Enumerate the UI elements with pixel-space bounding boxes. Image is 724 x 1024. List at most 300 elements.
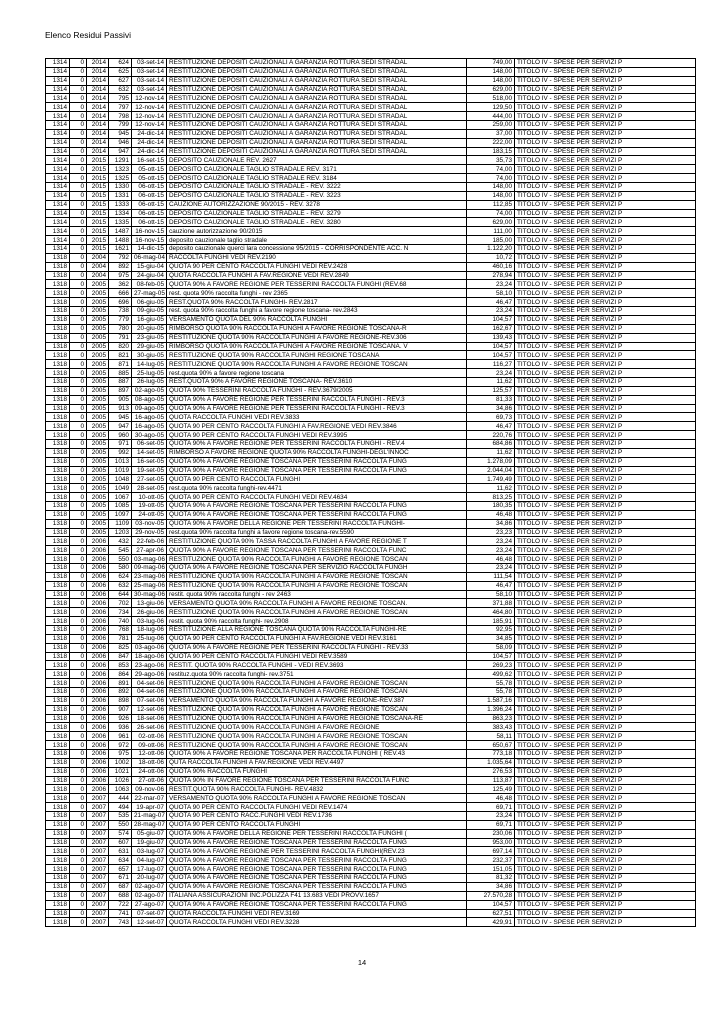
titolo-cell: TITOLO IV - SPESE PER SERVIZI P bbox=[515, 572, 696, 581]
articolo-cell: 0 bbox=[70, 129, 87, 138]
descrizione-cell: QUOTA 90 PER CENTO RACCOLTA FUNGHI VEDI REV.1474 bbox=[167, 803, 467, 812]
numero-cell: 820 bbox=[109, 342, 132, 351]
capitolo-cell: 1314 bbox=[46, 138, 70, 147]
numero-cell: 432 bbox=[109, 537, 132, 546]
importo-cell: 278,94 bbox=[467, 271, 515, 280]
table-row bbox=[46, 439, 696, 448]
articolo-cell: 0 bbox=[70, 555, 87, 564]
numero-cell: 625 bbox=[109, 67, 132, 76]
table-row bbox=[46, 696, 696, 705]
capitolo-cell: 1318 bbox=[46, 820, 70, 829]
titolo-cell: TITOLO IV - SPESE PER SERVIZI P bbox=[515, 900, 696, 909]
numero-cell: 1002 bbox=[109, 758, 132, 767]
numero-cell: 972 bbox=[109, 741, 132, 750]
anno-cell: 2007 bbox=[87, 909, 109, 918]
capitolo-cell: 1314 bbox=[46, 103, 70, 112]
descrizione-cell: RESTITUZIONE DEPOSITI CAUZIONALI A GARANZIA ROTTURA SEDI STRADAL bbox=[167, 121, 467, 130]
data-cell: 12-set-06 bbox=[132, 705, 167, 714]
descrizione-cell: rest.quota 90% raccolta funghi a favore regione toscana-rev.5590 bbox=[167, 528, 467, 537]
articolo-cell: 0 bbox=[70, 236, 87, 245]
capitolo-cell: 1318 bbox=[46, 537, 70, 546]
titolo-cell: TITOLO IV - SPESE PER SERVIZI P bbox=[515, 785, 696, 794]
titolo-cell: TITOLO IV - SPESE PER SERVIZI P bbox=[515, 457, 696, 466]
importo-cell: 92,95 bbox=[467, 626, 515, 635]
anno-cell: 2006 bbox=[87, 617, 109, 626]
articolo-cell: 0 bbox=[70, 900, 87, 909]
descrizione-cell: RIMBORSO A FAVORE REGIONE QUOTA 90% RACCOLTA FUNGHI-DEGL'INNOC bbox=[167, 448, 467, 457]
table-row bbox=[46, 253, 696, 262]
data-cell: 02-ago-07 bbox=[132, 891, 167, 900]
anno-cell: 2007 bbox=[87, 829, 109, 838]
articolo-cell: 0 bbox=[70, 404, 87, 413]
titolo-cell: TITOLO IV - SPESE PER SERVIZI P bbox=[515, 652, 696, 661]
articolo-cell: 0 bbox=[70, 298, 87, 307]
articolo-cell: 0 bbox=[70, 280, 87, 289]
table-row bbox=[46, 129, 696, 138]
table-row bbox=[46, 280, 696, 289]
descrizione-cell: RESTITUZIONE QUOTA 90% RACCOLTA FUNGHI A FAVORE REGIONE TOSCAN bbox=[167, 741, 467, 750]
importo-cell: 104,57 bbox=[467, 900, 515, 909]
titolo-cell: TITOLO IV - SPESE PER SERVIZI P bbox=[515, 891, 696, 900]
importo-cell: 129,50 bbox=[467, 103, 515, 112]
articolo-cell: 0 bbox=[70, 156, 87, 165]
descrizione-cell: RESTITUZIONE DEPOSITI CAUZIONALI A GARANZIA ROTTURA SEDI STRADAL bbox=[167, 147, 467, 156]
importo-cell: 863,23 bbox=[467, 714, 515, 723]
importo-cell: 34,85 bbox=[467, 634, 515, 643]
importo-cell: 180,35 bbox=[467, 501, 515, 510]
importo-cell: 148,00 bbox=[467, 76, 515, 85]
titolo-cell: TITOLO IV - SPESE PER SERVIZI P bbox=[515, 324, 696, 333]
capitolo-cell: 1318 bbox=[46, 307, 70, 316]
data-cell: 03-lug-07 bbox=[132, 847, 167, 856]
capitolo-cell: 1318 bbox=[46, 865, 70, 874]
importo-cell: 58,10 bbox=[467, 590, 515, 599]
titolo-cell: TITOLO IV - SPESE PER SERVIZI P bbox=[515, 307, 696, 316]
importo-cell: 104,57 bbox=[467, 342, 515, 351]
data-cell: 12-set-07 bbox=[132, 918, 167, 927]
articolo-cell: 0 bbox=[70, 652, 87, 661]
anno-cell: 2015 bbox=[87, 218, 109, 227]
importo-cell: 23,24 bbox=[467, 546, 515, 555]
table-row bbox=[46, 431, 696, 440]
anno-cell: 2014 bbox=[87, 147, 109, 156]
capitolo-cell: 1318 bbox=[46, 431, 70, 440]
table-row bbox=[46, 484, 696, 493]
numero-cell: 887 bbox=[109, 377, 132, 386]
descrizione-cell: DEPOSITO CAUZIONALE TAGLIO STRADALE - REV. 3222 bbox=[167, 183, 467, 192]
capitolo-cell: 1318 bbox=[46, 324, 70, 333]
capitolo-cell: 1318 bbox=[46, 369, 70, 378]
data-cell: 10-ott-05 bbox=[132, 493, 167, 502]
capitolo-cell: 1318 bbox=[46, 457, 70, 466]
numero-cell: 779 bbox=[109, 315, 132, 324]
numero-cell: 702 bbox=[109, 599, 132, 608]
capitolo-cell: 1318 bbox=[46, 608, 70, 617]
table-row bbox=[46, 191, 696, 200]
anno-cell: 2007 bbox=[87, 856, 109, 865]
descrizione-cell: QUOTA 90% A FAVORE REGIONE TOSCANA PER TESSERINI RACCOLTA FUNG bbox=[167, 501, 467, 510]
capitolo-cell: 1318 bbox=[46, 891, 70, 900]
table-row bbox=[46, 85, 696, 94]
capitolo-cell: 1318 bbox=[46, 590, 70, 599]
importo-cell: 81,33 bbox=[467, 395, 515, 404]
articolo-cell: 0 bbox=[70, 688, 87, 697]
articolo-cell: 0 bbox=[70, 360, 87, 369]
capitolo-cell: 1318 bbox=[46, 705, 70, 714]
capitolo-cell: 1314 bbox=[46, 191, 70, 200]
importo-cell: 148,00 bbox=[467, 191, 515, 200]
anno-cell: 2014 bbox=[87, 67, 109, 76]
titolo-cell: TITOLO IV - SPESE PER SERVIZI P bbox=[515, 112, 696, 121]
titolo-cell: TITOLO IV - SPESE PER SERVIZI P bbox=[515, 741, 696, 750]
capitolo-cell: 1314 bbox=[46, 59, 70, 68]
data-cell: 30-mag-06 bbox=[132, 590, 167, 599]
data-cell: 03-set-14 bbox=[132, 67, 167, 76]
numero-cell: 550 bbox=[109, 555, 132, 564]
titolo-cell: TITOLO IV - SPESE PER SERVIZI P bbox=[515, 608, 696, 617]
descrizione-cell: RACCOLTA FUNGHI VEDI REV.2190 bbox=[167, 253, 467, 262]
importo-cell: 230,06 bbox=[467, 829, 515, 838]
capitolo-cell: 1318 bbox=[46, 626, 70, 635]
numero-cell: 624 bbox=[109, 572, 132, 581]
articolo-cell: 0 bbox=[70, 351, 87, 360]
anno-cell: 2007 bbox=[87, 812, 109, 821]
descrizione-cell: QUOTA 90% A FAVORE REGIONE TOSCANA PER TESSERINI RACCOLTA FUNG bbox=[167, 466, 467, 475]
importo-cell: 46,48 bbox=[467, 555, 515, 564]
numero-cell: 897 bbox=[109, 386, 132, 395]
table-row bbox=[46, 315, 696, 324]
anno-cell: 2005 bbox=[87, 360, 109, 369]
table-row bbox=[46, 803, 696, 812]
titolo-cell: TITOLO IV - SPESE PER SERVIZI P bbox=[515, 812, 696, 821]
importo-cell: 46,48 bbox=[467, 794, 515, 803]
descrizione-cell: RESTITUZIONE DEPOSITI CAUZIONALI A GARANZIA ROTTURA SEDI STRADAL bbox=[167, 85, 467, 94]
table-row bbox=[46, 599, 696, 608]
descrizione-cell: QUOTA 90% A FAVORE REGIONE TOSCANA PER TESSERINI RACCOLTA FUNG bbox=[167, 856, 467, 865]
numero-cell: 1026 bbox=[109, 776, 132, 785]
descrizione-cell: REST.QUOTA 90% RACCOLTA FUNGHI- REV.2817 bbox=[167, 298, 467, 307]
importo-cell: 69,73 bbox=[467, 413, 515, 422]
numero-cell: 740 bbox=[109, 617, 132, 626]
table-row bbox=[46, 732, 696, 741]
descrizione-cell: VERSAMENTO QUOTA 90% RACCOLTA FUNGHI A FAVORE REGIONE-REV.387 bbox=[167, 696, 467, 705]
titolo-cell: TITOLO IV - SPESE PER SERVIZI P bbox=[515, 333, 696, 342]
numero-cell: 687 bbox=[109, 882, 132, 891]
table-row bbox=[46, 555, 696, 564]
data-cell: 02-ott-06 bbox=[132, 732, 167, 741]
data-cell: 25-mag-06 bbox=[132, 581, 167, 590]
capitolo-cell: 1318 bbox=[46, 413, 70, 422]
titolo-cell: TITOLO IV - SPESE PER SERVIZI P bbox=[515, 475, 696, 484]
importo-cell: 259,00 bbox=[467, 121, 515, 130]
importo-cell: 23,24 bbox=[467, 280, 515, 289]
capitolo-cell: 1318 bbox=[46, 900, 70, 909]
titolo-cell: TITOLO IV - SPESE PER SERVIZI P bbox=[515, 413, 696, 422]
numero-cell: 574 bbox=[109, 829, 132, 838]
titolo-cell: TITOLO IV - SPESE PER SERVIZI P bbox=[515, 289, 696, 298]
table-row bbox=[46, 94, 696, 103]
anno-cell: 2015 bbox=[87, 183, 109, 192]
numero-cell: 798 bbox=[109, 112, 132, 121]
numero-cell: 1063 bbox=[109, 785, 132, 794]
importo-cell: 383,43 bbox=[467, 723, 515, 732]
articolo-cell: 0 bbox=[70, 510, 87, 519]
descrizione-cell: QUOTA RACCOLTA FUNGHI VEDI REV.3228 bbox=[167, 918, 467, 927]
titolo-cell: TITOLO IV - SPESE PER SERVIZI P bbox=[515, 626, 696, 635]
numero-cell: 825 bbox=[109, 643, 132, 652]
titolo-cell: TITOLO IV - SPESE PER SERVIZI P bbox=[515, 528, 696, 537]
capitolo-cell: 1318 bbox=[46, 634, 70, 643]
titolo-cell: TITOLO IV - SPESE PER SERVIZI P bbox=[515, 661, 696, 670]
data-cell: 16-ago-05 bbox=[132, 422, 167, 431]
importo-cell: 11,62 bbox=[467, 448, 515, 457]
table-row bbox=[46, 183, 696, 192]
table-row bbox=[46, 342, 696, 351]
descrizione-cell: QUOTA 90% A FAVORE REGIONE PER TESSERINI RACCOLTA FUNGHI(REV.23 bbox=[167, 847, 467, 856]
capitolo-cell: 1318 bbox=[46, 918, 70, 927]
titolo-cell: TITOLO IV - SPESE PER SERVIZI P bbox=[515, 732, 696, 741]
articolo-cell: 0 bbox=[70, 94, 87, 103]
numero-cell: 892 bbox=[109, 688, 132, 697]
numero-cell: 734 bbox=[109, 608, 132, 617]
table-row bbox=[46, 413, 696, 422]
descrizione-cell: RESTITUZIONE QUOTA 90% RACCOLTA FUNGHI A FAVORE REGIONE-REV.306 bbox=[167, 333, 467, 342]
descrizione-cell: rest.quota 90% a favore regione toscana bbox=[167, 369, 467, 378]
data-cell: 16-ago-05 bbox=[132, 413, 167, 422]
table-row bbox=[46, 714, 696, 723]
titolo-cell: TITOLO IV - SPESE PER SERVIZI P bbox=[515, 147, 696, 156]
numero-cell: 768 bbox=[109, 626, 132, 635]
articolo-cell: 0 bbox=[70, 537, 87, 546]
table-row bbox=[46, 271, 696, 280]
capitolo-cell: 1318 bbox=[46, 714, 70, 723]
data-cell: 19-apr-07 bbox=[132, 803, 167, 812]
data-cell: 03-nov-05 bbox=[132, 519, 167, 528]
articolo-cell: 0 bbox=[70, 519, 87, 528]
anno-cell: 2004 bbox=[87, 271, 109, 280]
capitolo-cell: 1318 bbox=[46, 652, 70, 661]
capitolo-cell: 1318 bbox=[46, 767, 70, 776]
anno-cell: 2007 bbox=[87, 794, 109, 803]
table-row bbox=[46, 829, 696, 838]
anno-cell: 2005 bbox=[87, 386, 109, 395]
titolo-cell: TITOLO IV - SPESE PER SERVIZI P bbox=[515, 838, 696, 847]
numero-cell: 885 bbox=[109, 369, 132, 378]
anno-cell: 2006 bbox=[87, 696, 109, 705]
data-cell: 14-lug-05 bbox=[132, 360, 167, 369]
table-row bbox=[46, 262, 696, 271]
articolo-cell: 0 bbox=[70, 856, 87, 865]
data-cell: 28-set-05 bbox=[132, 484, 167, 493]
numero-cell: 1334 bbox=[109, 209, 132, 218]
data-cell: 16-nov-15 bbox=[132, 227, 167, 236]
descrizione-cell: QUOTA 90% TESSERINI RACCOLTA FUNGHI - REV.3679/2005 bbox=[167, 386, 467, 395]
anno-cell: 2014 bbox=[87, 112, 109, 121]
titolo-cell: TITOLO IV - SPESE PER SERVIZI P bbox=[515, 404, 696, 413]
data-cell: 19-set-05 bbox=[132, 466, 167, 475]
table-row bbox=[46, 874, 696, 883]
numero-cell: 821 bbox=[109, 351, 132, 360]
descrizione-cell: QUOTA 90 PER CENTO RACC.FUNGHI VEDI REV.1736 bbox=[167, 812, 467, 821]
data-cell: 05-ott-15 bbox=[132, 165, 167, 174]
anno-cell: 2014 bbox=[87, 138, 109, 147]
table-row bbox=[46, 448, 696, 457]
articolo-cell: 0 bbox=[70, 758, 87, 767]
capitolo-cell: 1314 bbox=[46, 76, 70, 85]
table-row bbox=[46, 528, 696, 537]
capitolo-cell: 1318 bbox=[46, 501, 70, 510]
data-cell: 27-apr-06 bbox=[132, 546, 167, 555]
capitolo-cell: 1314 bbox=[46, 245, 70, 254]
data-cell: 03-set-14 bbox=[132, 59, 167, 68]
articolo-cell: 0 bbox=[70, 679, 87, 688]
articolo-cell: 0 bbox=[70, 121, 87, 130]
descrizione-cell: VERSAMENTO QUOTA 90% RACCOLTA FUNGHI A FAVORE REGIONE TOSCAN. bbox=[167, 599, 467, 608]
articolo-cell: 0 bbox=[70, 67, 87, 76]
articolo-cell: 0 bbox=[70, 741, 87, 750]
descrizione-cell: RIMBORSO QUOTA 90% RACCOLTA FUNGHI A FAVORE REGIONE TOSCANA-R bbox=[167, 324, 467, 333]
data-cell: 07-set-07 bbox=[132, 909, 167, 918]
table-row bbox=[46, 103, 696, 112]
descrizione-cell: restit. quota 90% raccolta funghi - rev 2463 bbox=[167, 590, 467, 599]
data-cell: 29-giu-05 bbox=[132, 342, 167, 351]
titolo-cell: TITOLO IV - SPESE PER SERVIZI P bbox=[515, 448, 696, 457]
articolo-cell: 0 bbox=[70, 767, 87, 776]
table-row bbox=[46, 581, 696, 590]
data-cell: 04-lug-07 bbox=[132, 856, 167, 865]
articolo-cell: 0 bbox=[70, 395, 87, 404]
importo-cell: 34,86 bbox=[467, 404, 515, 413]
importo-cell: 1.278,09 bbox=[467, 457, 515, 466]
capitolo-cell: 1318 bbox=[46, 342, 70, 351]
descrizione-cell: restituz.quota 90% raccolta funghi- rev.3751 bbox=[167, 670, 467, 679]
titolo-cell: TITOLO IV - SPESE PER SERVIZI P bbox=[515, 643, 696, 652]
articolo-cell: 0 bbox=[70, 626, 87, 635]
table-row bbox=[46, 741, 696, 750]
data-cell: 29-nov-05 bbox=[132, 528, 167, 537]
importo-cell: 125,57 bbox=[467, 386, 515, 395]
data-cell: 03-lug-06 bbox=[132, 617, 167, 626]
capitolo-cell: 1314 bbox=[46, 85, 70, 94]
titolo-cell: TITOLO IV - SPESE PER SERVIZI P bbox=[515, 377, 696, 386]
numero-cell: 671 bbox=[109, 874, 132, 883]
data-cell: 12-nov-14 bbox=[132, 121, 167, 130]
titolo-cell: TITOLO IV - SPESE PER SERVIZI P bbox=[515, 865, 696, 874]
descrizione-cell: QUOTA 90% A FAVORE REGIONE TOSCANA PER RACCOLTA FUNGHI ( REV.43 bbox=[167, 750, 467, 759]
table-row bbox=[46, 501, 696, 510]
anno-cell: 2005 bbox=[87, 457, 109, 466]
anno-cell: 2015 bbox=[87, 236, 109, 245]
data-cell: 05-giu-07 bbox=[132, 829, 167, 838]
data-cell: 15-giu-04 bbox=[132, 262, 167, 271]
articolo-cell: 0 bbox=[70, 369, 87, 378]
capitolo-cell: 1318 bbox=[46, 829, 70, 838]
table-row bbox=[46, 156, 696, 165]
capitolo-cell: 1318 bbox=[46, 386, 70, 395]
numero-cell: 627 bbox=[109, 76, 132, 85]
titolo-cell: TITOLO IV - SPESE PER SERVIZI P bbox=[515, 422, 696, 431]
capitolo-cell: 1314 bbox=[46, 121, 70, 130]
titolo-cell: TITOLO IV - SPESE PER SERVIZI P bbox=[515, 599, 696, 608]
numero-cell: 791 bbox=[109, 333, 132, 342]
table-row bbox=[46, 510, 696, 519]
table-row bbox=[46, 369, 696, 378]
articolo-cell: 0 bbox=[70, 794, 87, 803]
anno-cell: 2005 bbox=[87, 439, 109, 448]
articolo-cell: 0 bbox=[70, 501, 87, 510]
articolo-cell: 0 bbox=[70, 865, 87, 874]
numero-cell: 688 bbox=[109, 891, 132, 900]
descrizione-cell: RESTITUZIONE QUOTA 90% TASSA RACCOLTA FUNGHI A FAVORE REGIONE T bbox=[167, 537, 467, 546]
anno-cell: 2007 bbox=[87, 882, 109, 891]
descrizione-cell: RESTITUZIONE DEPOSITI CAUZIONALI A GARANZIA ROTTURA SEDI STRADAL bbox=[167, 76, 467, 85]
numero-cell: 545 bbox=[109, 546, 132, 555]
table-row bbox=[46, 457, 696, 466]
capitolo-cell: 1318 bbox=[46, 856, 70, 865]
articolo-cell: 0 bbox=[70, 333, 87, 342]
descrizione-cell: QUOTA 90 PER CENTO RACCOLTA FUNGHI bbox=[167, 820, 467, 829]
data-cell: 16-nov-15 bbox=[132, 236, 167, 245]
descrizione-cell: RESTITUZIONE QUOTA 90% RACCOLTA FUNGHI A FAVORE REGIONE TOSCAN bbox=[167, 732, 467, 741]
data-cell: 19-ott-05 bbox=[132, 501, 167, 510]
numero-cell: 926 bbox=[109, 714, 132, 723]
importo-cell: 185,00 bbox=[467, 236, 515, 245]
table-row bbox=[46, 112, 696, 121]
numero-cell: 738 bbox=[109, 307, 132, 316]
articolo-cell: 0 bbox=[70, 218, 87, 227]
table-row bbox=[46, 324, 696, 333]
anno-cell: 2014 bbox=[87, 59, 109, 68]
numero-cell: 696 bbox=[109, 298, 132, 307]
anno-cell: 2005 bbox=[87, 289, 109, 298]
anno-cell: 2014 bbox=[87, 85, 109, 94]
importo-cell: 162,67 bbox=[467, 324, 515, 333]
data-cell: 26-set-06 bbox=[132, 723, 167, 732]
anno-cell: 2005 bbox=[87, 466, 109, 475]
capitolo-cell: 1318 bbox=[46, 750, 70, 759]
table-row bbox=[46, 147, 696, 156]
anno-cell: 2005 bbox=[87, 351, 109, 360]
descrizione-cell: QUOTA 90% A FAVORE REGIONE PER TESSERINI RACCOLTA FUNGHI - REV.3 bbox=[167, 395, 467, 404]
table-row bbox=[46, 493, 696, 502]
anno-cell: 2007 bbox=[87, 874, 109, 883]
numero-cell: 644 bbox=[109, 590, 132, 599]
titolo-cell: TITOLO IV - SPESE PER SERVIZI P bbox=[515, 431, 696, 440]
titolo-cell: TITOLO IV - SPESE PER SERVIZI P bbox=[515, 466, 696, 475]
anno-cell: 2007 bbox=[87, 900, 109, 909]
capitolo-cell: 1318 bbox=[46, 333, 70, 342]
numero-cell: 1331 bbox=[109, 191, 132, 200]
anno-cell: 2006 bbox=[87, 581, 109, 590]
table-row bbox=[46, 909, 696, 918]
numero-cell: 666 bbox=[109, 289, 132, 298]
descrizione-cell: QUOTA 90% A FAVORE DELLA REGIONE PER TESSERINI RACCOLTA FUNGHI- bbox=[167, 519, 467, 528]
anno-cell: 2014 bbox=[87, 94, 109, 103]
table-row bbox=[46, 661, 696, 670]
articolo-cell: 0 bbox=[70, 670, 87, 679]
data-cell: 30-ago-05 bbox=[132, 431, 167, 440]
anno-cell: 2006 bbox=[87, 634, 109, 643]
anno-cell: 2006 bbox=[87, 537, 109, 546]
capitolo-cell: 1318 bbox=[46, 422, 70, 431]
capitolo-cell: 1318 bbox=[46, 377, 70, 386]
data-cell: 03-mag-06 bbox=[132, 555, 167, 564]
importo-cell: 232,37 bbox=[467, 856, 515, 865]
articolo-cell: 0 bbox=[70, 599, 87, 608]
titolo-cell: TITOLO IV - SPESE PER SERVIZI P bbox=[515, 882, 696, 891]
table-row bbox=[46, 563, 696, 572]
data-cell: 27-ott-06 bbox=[132, 776, 167, 785]
